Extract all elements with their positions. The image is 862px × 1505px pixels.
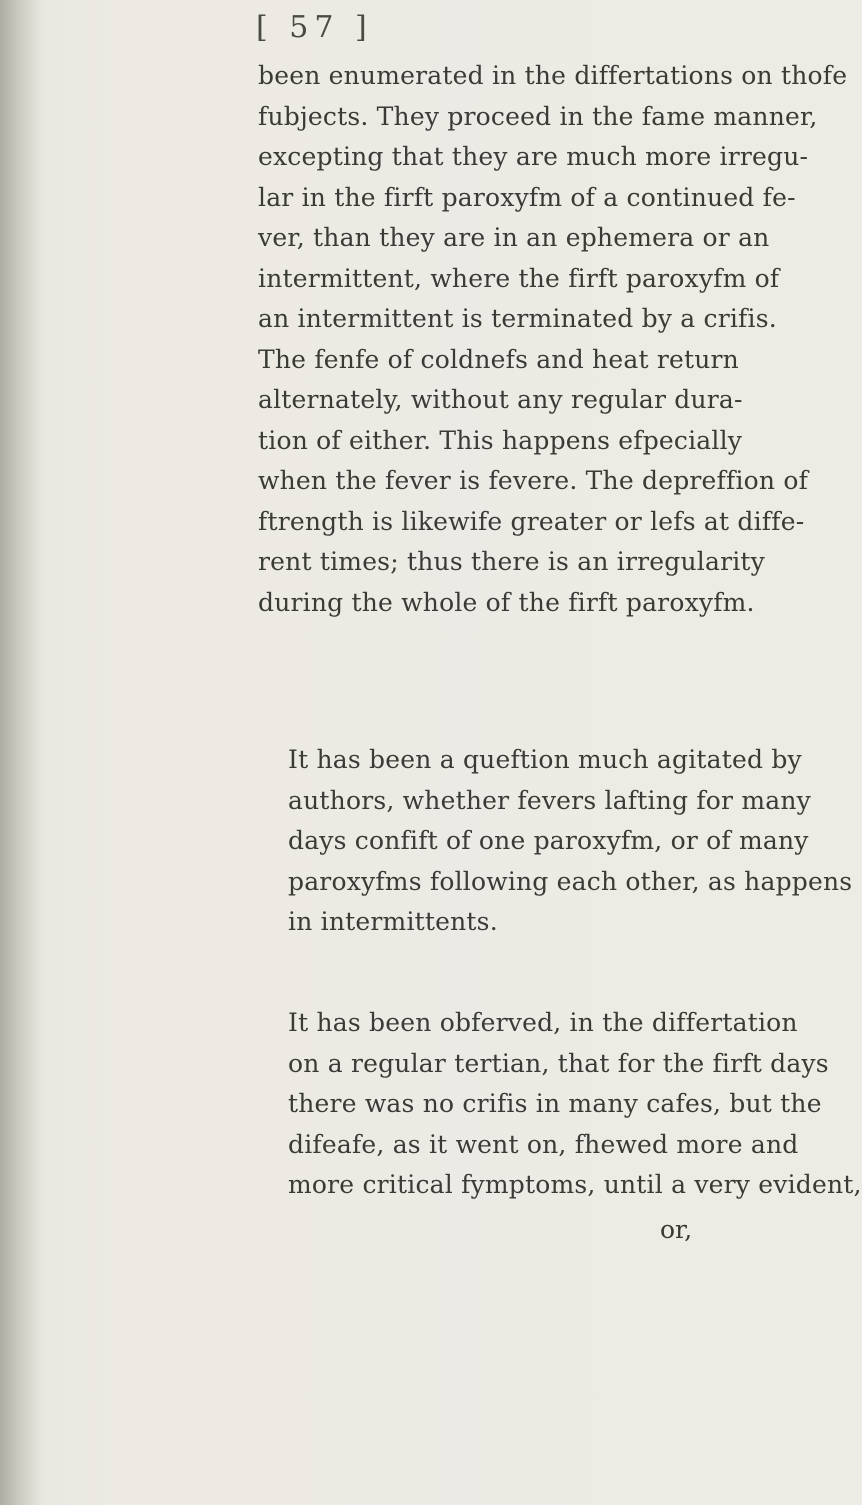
text-line: when the fever is fevere. The depreffion of bbox=[258, 466, 809, 495]
text-line: days confift of one paroxyfm, or of many bbox=[288, 826, 809, 855]
text-line: fubjects. They proceed in the fame manner, bbox=[258, 101, 818, 131]
text-line: during the whole of the firft paroxyfm. bbox=[258, 587, 755, 617]
text-line: on a regular tertian, that for the firft days bbox=[288, 1048, 829, 1078]
text-line: excepting that they are much more irregu- bbox=[258, 142, 809, 171]
text-line: there was no crifis in many cafes, but the bbox=[288, 1089, 822, 1118]
text-line: authors, whether fevers lafting for many bbox=[288, 785, 811, 815]
text-line: rent times; thus there is an irregularity bbox=[258, 547, 765, 576]
text-line: alternately, without any regular dura- bbox=[258, 385, 743, 414]
text-line: intermittent, where the firft paroxyfm of bbox=[258, 263, 780, 293]
text-line: It has been a queftion much agitated by bbox=[288, 745, 802, 774]
paragraph-2 bbox=[258, 740, 853, 943]
text-line: in intermittents. bbox=[288, 907, 498, 936]
text-line: ftrength is likewife greater or lefs at diffe- bbox=[258, 506, 805, 536]
text-line: paroxyfms following each other, as happens bbox=[288, 866, 853, 896]
text-line: more critical fymptoms, until a very evident, bbox=[288, 1170, 862, 1199]
text-line: been enumerated in the differtations on thofe bbox=[258, 61, 848, 90]
text-line: The fenfe of coldnefs and heat return bbox=[258, 344, 739, 374]
text-line: It has been obferved, in the differtation bbox=[288, 1008, 798, 1037]
gutter-shadow bbox=[0, 0, 40, 1505]
paragraph-1 bbox=[258, 56, 848, 623]
page-number: [ 57 ] bbox=[256, 10, 373, 45]
text-line: lar in the firft paroxyfm of a continued fe- bbox=[258, 182, 796, 212]
catchword: or, bbox=[660, 1215, 693, 1244]
text-line: an intermittent is terminated by a crifis. bbox=[258, 304, 777, 333]
paragraph-3 bbox=[258, 1003, 862, 1206]
text-line: ver, than they are in an ephemera or an bbox=[258, 223, 770, 252]
text-line: tion of either. This happens efpecially bbox=[258, 425, 743, 455]
text-line: difeafe, as it went on, fhewed more and bbox=[288, 1129, 799, 1159]
